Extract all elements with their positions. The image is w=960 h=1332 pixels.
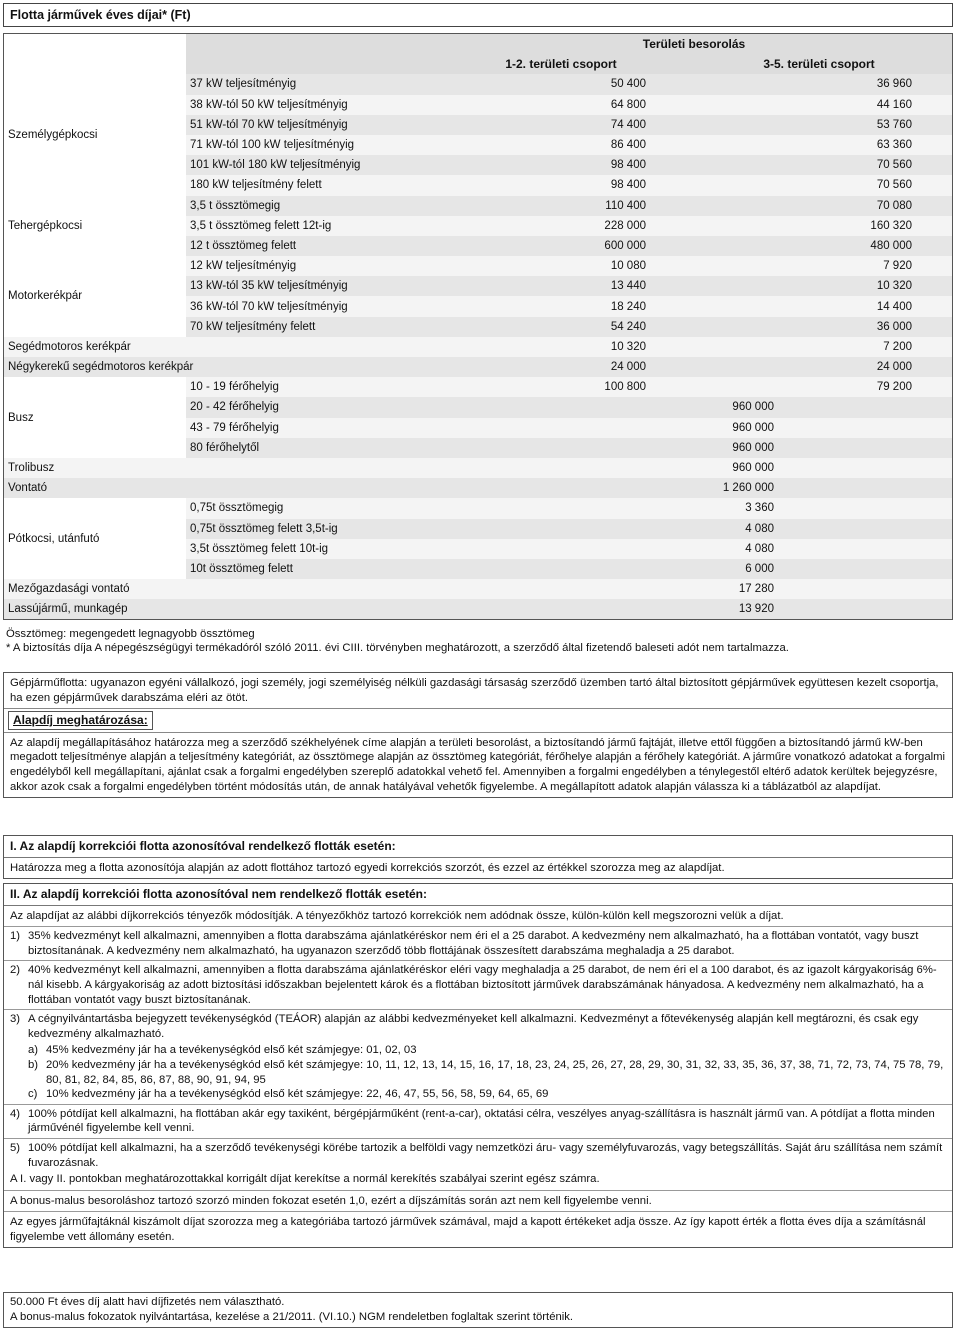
value-col2: 480 000 bbox=[686, 236, 952, 256]
row-label: 10 - 19 férőhelyig bbox=[186, 377, 436, 397]
item-number: 3) bbox=[10, 1013, 21, 1026]
row-label: 3,5 t össztömegig bbox=[186, 196, 436, 216]
item-number: 1) bbox=[10, 930, 21, 943]
value-col1: 18 240 bbox=[436, 296, 686, 316]
footer-box bbox=[3, 1292, 953, 1328]
value-col2: 70 560 bbox=[686, 155, 952, 175]
value-col2: 7 920 bbox=[686, 256, 952, 276]
value-col1: 64 800 bbox=[436, 95, 686, 115]
value-col1: 10 080 bbox=[436, 256, 686, 276]
row-label: 10t össztömeg felett bbox=[186, 559, 436, 579]
definitions-box bbox=[3, 672, 953, 798]
row-label: 80 férőhelytől bbox=[186, 438, 436, 458]
sub-item-text: 20% kedvezmény jár ha a tevékenységkód első két számjegye: 10, 11, 12, 13, 14, 15, 16, 17, 18, 23, 24, 25, 26, 27, 28, 29, 30, 31, 32, 33, 35, 36, 37, 38, 71, 72, 73, 74, 75 78, 79, 80, 81, 82, 84, 85, 86, 87, 88, 90, 91, 94, 95 bbox=[46, 1058, 944, 1086]
item-text: 100% pótdíjat kell alkalmazni, ha flottában akár egy taxiként, bérgépjárműként (rent-a-car), oktatási célra, veszélyes anyag-szállításra is használt jármű van. A pótdíjat a flotta minden járművénél figyelembe kell venni. bbox=[28, 1107, 935, 1135]
item-text: 35% kedvezményt kell alkalmazni, amennyiben a flotta darabszáma ajánlatkéréskor nem éri el a 25 darabot. A kedvezmény nem alkalmazható, ha a flottában vontatót, vagy buszt biztosítanának. A kedvezmény nem alkalmazható, ha ugyanazon szerződő több flottájának összesített darabszáma meghaladja a 25 darabot. bbox=[28, 930, 919, 957]
header-group: Területi besorolás bbox=[436, 34, 952, 54]
value-merged: 3 360 bbox=[436, 498, 952, 518]
row-label: 20 - 42 férőhelyig bbox=[186, 397, 436, 417]
row-label: 0,75t össztömeg felett 3,5t-ig bbox=[186, 519, 436, 539]
value-col1: 54 240 bbox=[436, 317, 686, 337]
section-2-intro: Az alapdíjat az alábbi díjkorrekciós tényezők módosítják. A tényezőkhöz tartozó korrekciók nem adódnak össze, külön-külön kell megszorozni velük a díjat. bbox=[4, 906, 952, 928]
value-col2: 79 200 bbox=[686, 377, 952, 397]
row-label: 37 kW teljesítményig bbox=[186, 74, 436, 94]
row-label: 36 kW-tól 70 kW teljesítményig bbox=[186, 296, 436, 316]
value-col2: 53 760 bbox=[686, 115, 952, 135]
value-col1: 98 400 bbox=[436, 155, 686, 175]
sub-item-letter: a) bbox=[28, 1044, 39, 1057]
category-label: Pótkocsi, utánfutó bbox=[4, 498, 186, 579]
value-col2: 70 560 bbox=[686, 175, 952, 195]
list-item bbox=[4, 1105, 952, 1139]
value-merged: 6 000 bbox=[436, 559, 952, 579]
footer-line-1: 50.000 Ft éves díj alatt havi díjfizetés nem választható. bbox=[10, 1296, 285, 1308]
section-1-text: Határozza meg a flotta azonosítója alapján az adott flottához tartozó egyedi korrekciós szorzót, és ezzel az értékkel szorozza meg az alapdíjat. bbox=[10, 861, 725, 874]
row-label: 12 t össztömeg felett bbox=[186, 236, 436, 256]
fleet-definition: Gépjárműflotta: ugyanazon egyéni vállalkozó, jogi személy, jogi személyiség nélküli gazdasági társaság szerződő üzemben tartó által biztosított gépjárművek együttesen kezelt csoportja, ha ezen gépjárművek darabszáma eléri az ötöt. bbox=[10, 677, 939, 704]
alapdij-text: Az alapdíj megállapításához határozza meg a szerződő székhelyének címe alapján a területi besorolást, a biztosítandó jármű fajtáját, illetve ettől függően a biztosítandó jármű kW-ben megadott teljesítménye alapján a teljesítmény kategóriát, az össztömege alapján az össztömeg kategóriát, férőhelye alapján a férőhely kategóriát. A járműre vonatkozó adatokat a forgalmi engedélyből kell megállapítani, ajánlat csak a forgalmi engedélyben szereplő adatokkal vehető fel. Amennyiben a forgalmi engedélyben a ténylegestől eltérő adatok kerültek bejegyzésre, akkor azok csak a forgalmi engedélyben történt módosítás után, de annak hatályával vehetők figyelembe. A megállapított adatok alapján válassza ki a táblázatból az alapdíjat. bbox=[4, 732, 952, 797]
value-merged: 1 260 000 bbox=[436, 478, 952, 498]
category-label: Segédmotoros kerékpár bbox=[4, 337, 436, 357]
sub-item-letter: b) bbox=[28, 1058, 39, 1071]
value-col2: 36 000 bbox=[686, 317, 952, 337]
fee-table bbox=[3, 33, 953, 620]
closing-total: Az egyes járműfajtáknál kiszámolt díjat szorozza meg a kategóriába tartozó járművek számával, majd a kapott értékeket adja össze. Az így kapott érték a flotta éves díja a számításnál figyelembe vett állomány esetén. bbox=[10, 1216, 926, 1243]
value-col1: 600 000 bbox=[436, 236, 686, 256]
value-col1: 110 400 bbox=[436, 196, 686, 216]
value-merged: 960 000 bbox=[436, 438, 952, 458]
value-merged: 960 000 bbox=[436, 458, 952, 478]
section-1-title: I. Az alapdíj korrekciói flotta azonosítóval rendelkező flották esetén: bbox=[4, 836, 952, 858]
table-notes bbox=[6, 627, 952, 655]
category-label: Vontató bbox=[4, 478, 436, 498]
item-number: 5) bbox=[10, 1141, 21, 1154]
sub-item-text: 45% kedvezmény jár ha a tevékenységkód első két számjegye: 01, 02, 03 bbox=[46, 1044, 417, 1057]
item-text: 100% pótdíjat kell alkalmazni, ha a szerződő tevékenységi körébe tartozik a belföldi vagy nemzetközi áru- vagy személyfuvarozás, vagy betegszállítás. Saját áru szállítása nem számít fuvarozásnak. bbox=[28, 1141, 943, 1169]
value-col2: 7 200 bbox=[686, 337, 952, 357]
value-merged: 960 000 bbox=[436, 418, 952, 438]
value-col1: 74 400 bbox=[436, 115, 686, 135]
row-label: 180 kW teljesítmény felett bbox=[186, 175, 436, 195]
closing-bonus-malus: A bonus-malus besoroláshoz tartozó szorzó minden fokozat esetén 1,0, ezért a díjszámítás során azt nem kell figyelembe venni. bbox=[4, 1191, 952, 1213]
item-text: 40% kedvezményt kell alkalmazni, amennyiben a flotta darabszáma ajánlatkéréskor eléri vagy meghaladja a 25 darabot, de nem éri el a 100 darabot, és az igazolt kárgyakoriság 6%-nál kisebb. A kárgyakoriság az adott biztosítási időszakban bejelentett károk és a flottában biztosított járművek darabszámának hányadosa. A kedvezmény nem alkalmazható, ha a flottában vontatót vagy buszt biztosítanának. bbox=[28, 964, 937, 1006]
value-col2: 160 320 bbox=[686, 216, 952, 236]
list-item-3 bbox=[4, 1010, 952, 1105]
note-asterisk: * A biztosítás díja A népegészségügyi termékadóról szóló 2011. évi CIII. törvényben meghatározott, a szerződő által fizetendő baleseti adót nem tartalmazza. bbox=[6, 642, 789, 654]
value-col2: 24 000 bbox=[686, 357, 952, 377]
footer-line-2: A bonus-malus fokozatok nyilvántartása, kezelése a 21/2011. (VI.10.) NGM rendeletben foglaltak szerint történik. bbox=[10, 1311, 574, 1323]
value-merged: 17 280 bbox=[436, 579, 952, 599]
alapdij-heading: Alapdíj meghatározása: bbox=[8, 711, 153, 730]
value-col2: 44 160 bbox=[686, 95, 952, 115]
row-label: 3,5t össztömeg felett 10t-ig bbox=[186, 539, 436, 559]
category-label: Tehergépkocsi bbox=[4, 196, 186, 257]
closing-rounding: A I. vagy II. pontokban meghatározottakkal korrigált díjat kerekítse a normál kerekítés szabályai szerint egész számra. bbox=[4, 1172, 952, 1191]
value-col2: 36 960 bbox=[686, 74, 952, 94]
value-merged: 13 920 bbox=[436, 599, 952, 619]
value-col1: 228 000 bbox=[436, 216, 686, 236]
row-label: 51 kW-tól 70 kW teljesítményig bbox=[186, 115, 436, 135]
list-item bbox=[4, 1139, 952, 1172]
section-2 bbox=[3, 883, 953, 1248]
title-box bbox=[3, 3, 953, 27]
value-col1: 86 400 bbox=[436, 135, 686, 155]
value-merged: 960 000 bbox=[436, 397, 952, 417]
note-ossztomeg: Össztömeg: megengedett legnagyobb össztömeg bbox=[6, 628, 255, 640]
row-label: 12 kW teljesítményig bbox=[186, 256, 436, 276]
page-title: Flotta járművek éves díjai* (Ft) bbox=[10, 8, 191, 22]
row-label: 3,5 t össztömeg felett 12t-ig bbox=[186, 216, 436, 236]
list-item bbox=[4, 961, 952, 1010]
value-col1: 98 400 bbox=[436, 175, 686, 195]
item-number: 2) bbox=[10, 964, 21, 977]
category-label: Mezőgazdasági vontató bbox=[4, 579, 436, 599]
value-col1: 10 320 bbox=[436, 337, 686, 357]
list-item bbox=[4, 927, 952, 961]
row-label: 70 kW teljesítmény felett bbox=[186, 317, 436, 337]
value-col1: 24 000 bbox=[436, 357, 686, 377]
sub-item-letter: c) bbox=[28, 1088, 38, 1101]
category-label: Motorkerékpár bbox=[4, 256, 186, 337]
row-label: 43 - 79 férőhelyig bbox=[186, 418, 436, 438]
item-text: A cégnyilvántartásba bejegyzett tevékenységkód (TEÁOR) alapján az alábbi kedvezményeket kell alkalmazni. Kedvezményt a főtevékenység alapján kell megtározni, és csak egy kedvezmény alkalmazható. bbox=[28, 1013, 919, 1040]
row-label: 0,75t össztömegig bbox=[186, 498, 436, 518]
value-col2: 10 320 bbox=[686, 276, 952, 296]
section-1 bbox=[3, 835, 953, 879]
sub-item-text: 10% kedvezmény jár ha a tevékenységkód első két számjegye: 22, 46, 47, 55, 56, 58, 59, 64, 65, 69 bbox=[46, 1088, 549, 1101]
col1-header: 1-2. területi csoport bbox=[436, 54, 686, 74]
category-label: Négykerekű segédmotoros kerékpár bbox=[4, 357, 436, 377]
value-col2: 14 400 bbox=[686, 296, 952, 316]
value-col1: 100 800 bbox=[436, 377, 686, 397]
row-label: 38 kW-tól 50 kW teljesítményig bbox=[186, 95, 436, 115]
category-label: Személygépkocsi bbox=[4, 74, 186, 195]
value-merged: 4 080 bbox=[436, 519, 952, 539]
row-label: 101 kW-tól 180 kW teljesítményig bbox=[186, 155, 436, 175]
value-col2: 70 080 bbox=[686, 196, 952, 216]
value-col2: 63 360 bbox=[686, 135, 952, 155]
value-merged: 4 080 bbox=[436, 539, 952, 559]
category-label: Trolibusz bbox=[4, 458, 436, 478]
row-label: 71 kW-tól 100 kW teljesítményig bbox=[186, 135, 436, 155]
category-label: Lassújármű, munkagép bbox=[4, 599, 436, 619]
value-col1: 13 440 bbox=[436, 276, 686, 296]
col2-header: 3-5. területi csoport bbox=[686, 54, 952, 74]
section-2-title: II. Az alapdíj korrekciói flotta azonosítóval nem rendelkező flották esetén: bbox=[4, 884, 952, 906]
row-label: 13 kW-tól 35 kW teljesítményig bbox=[186, 276, 436, 296]
item-number: 4) bbox=[10, 1107, 21, 1120]
value-col1: 50 400 bbox=[436, 74, 686, 94]
category-label: Busz bbox=[4, 377, 186, 458]
